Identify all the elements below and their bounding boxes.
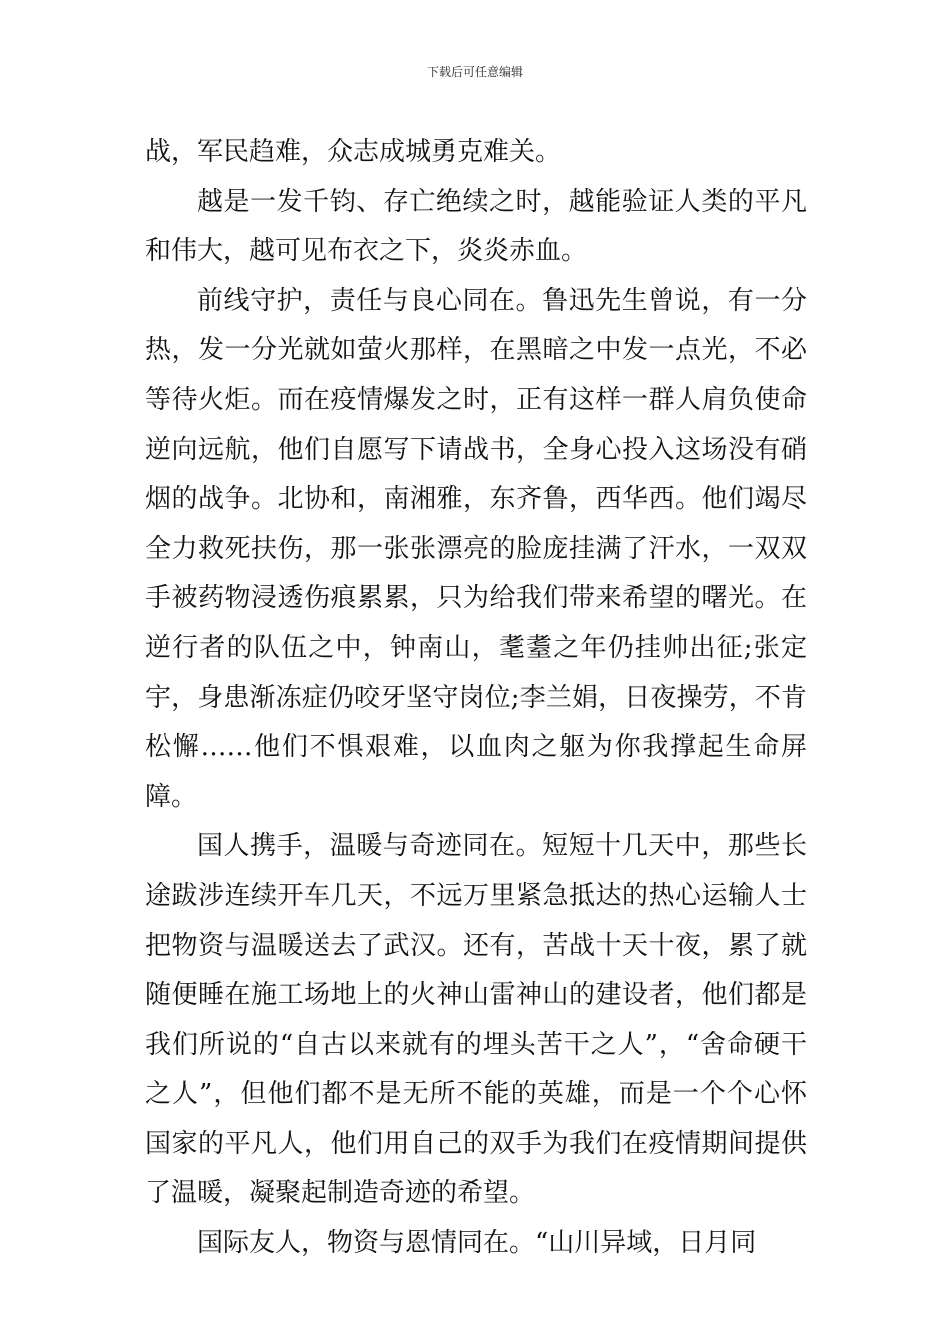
paragraph: 越是一发千钧、存亡绝续之时，越能验证人类的平凡和伟大，越可见布衣之下，炎炎赤血。: [145, 186, 807, 267]
paragraph: 国人携手，温暖与奇迹同在。短短十几天中，那些长途跋涉连续开车几天，不远万里紧急抵达的热心运输人士把物资与温暖送去了武汉。还有，苦战十天十夜，累了就随便睡在施工场地上的火神山雷神山的建设者，他们都是我们所说的“自古以来就有的埋头苦干之人”，“舍命硬干之人”，但他们都不是无所不能的英雄，而是一个个心怀国家的平凡人，他们用自己的双手为我们在疫情期间提供了温暖，凝聚起制造奇迹的希望。: [145, 831, 807, 1209]
page-header: 下载后可任意编辑: [426, 65, 523, 79]
document-body: [145, 128, 807, 1269]
paragraph: 前线守护，责任与良心同在。鲁迅先生曾说，有一分热，发一分光就如萤火那样，在黑暗之中发一点光，不必等待火炬。而在疫情爆发之时，正有这样一群人肩负使命逆向远航，他们自愿写下请战书，全身心投入这场没有硝烟的战争。北协和，南湘雅，东齐鲁，西华西。他们竭尽全力救死扶伤，那一张张漂亮的脸庞挂满了汗水，一双双手被药物浸透伤痕累累，只为给我们带来希望的曙光。在逆行者的队伍之中，钟南山，耄耋之年仍挂帅出征;张定宇，身患渐冻症仍咬牙坚守岗位;李兰娟，日夜操劳，不肯松懈……他们不惧艰难，以血肉之躯为你我撑起生命屏障。: [145, 285, 807, 812]
paragraph-continuation: 战，军民趋难，众志成城勇克难关。: [145, 137, 562, 167]
paragraph: 国际友人，物资与恩情同在。“山川异域，日月同: [197, 1228, 757, 1259]
